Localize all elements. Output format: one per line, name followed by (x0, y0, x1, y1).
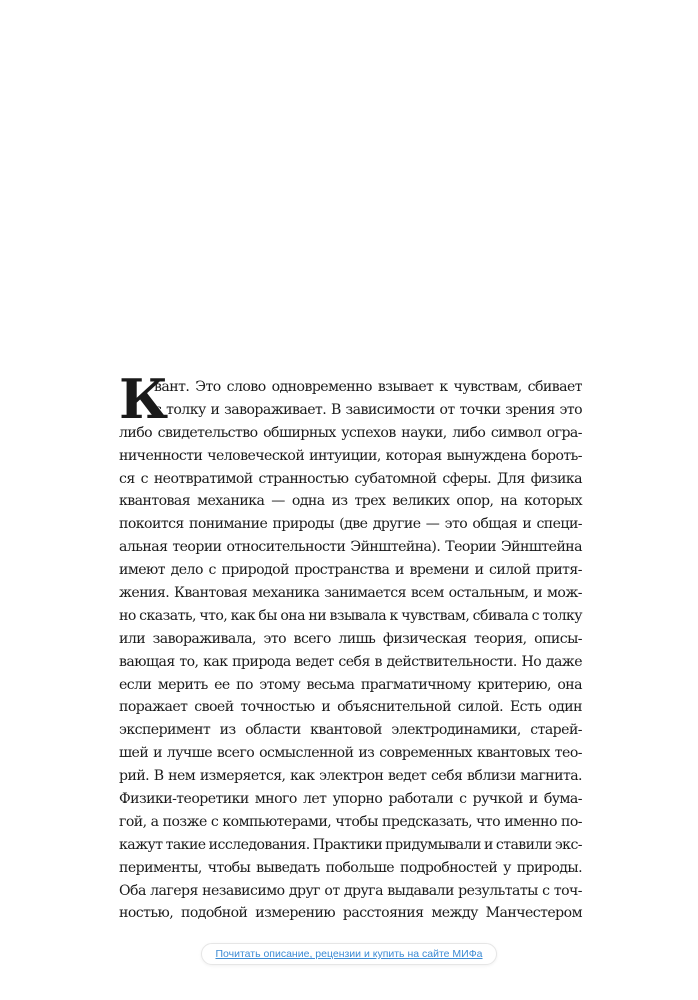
text-line: рий. В нем измеряется, как электрон ведет себя вблизи магнита. (119, 768, 582, 785)
text-line: с толку и завораживает. В зависимости от точки зрения это (154, 401, 582, 418)
text-line: кажут такие исследования. Практики придумывали и ставили экс- (119, 836, 582, 853)
text-line: ностью, подобной измерению расстояния между Манчестером (119, 905, 582, 922)
text-line: покоится понимание природы (две другие — это общая и специ- (119, 516, 582, 533)
text-line: гой, а позже с компьютерами, чтобы предсказать, что именно по- (119, 813, 582, 830)
text-line: Оба лагеря независимо друг от друга выдавали результаты с точ- (119, 882, 582, 899)
text-line: вант. Это слово одновременно взывает к чувствам, сбивает (154, 379, 582, 395)
text-line: альная теории относительности Эйнштейна). Теории Эйнштейна (119, 539, 582, 556)
text-line: ниченности человеческой интуиции, которая вынуждена бороть- (119, 447, 582, 464)
text-line: эксперимент из области квантовой электродинамики, старей- (119, 722, 582, 739)
text-line: жения. Квантовая механика занимается всем остальным, и мож- (119, 585, 582, 602)
text-line: поражает своей точностью и объяснительной силой. Есть один (119, 699, 582, 716)
text-line: перименты, чтобы выведать побольше подробностей у природы. (119, 859, 582, 876)
text-line: вающая то, как природа ведет себя в действительности. Но даже (119, 653, 582, 670)
drop-cap: К (119, 367, 169, 431)
text-line: либо свидетельство обширных успехов науки, либо символ огра- (119, 424, 582, 441)
text-line: если мерить ее по этому весьма прагматичному критерию, она (119, 676, 582, 693)
text-line: Физики-теоретики много лет упорно работали с ручкой и бума- (119, 791, 582, 808)
body-text (119, 367, 582, 925)
text-line: имеют дело с природой пространства и времени и силой притя- (119, 562, 582, 579)
text-line: ся с неотвратимой странностью субатомной сферы. Для физика (119, 470, 582, 487)
text-line: или завораживала, это всего лишь физическая теория, описы- (119, 630, 582, 647)
text-line: шей и лучше всего осмысленной из современных квантовых тео- (119, 745, 582, 762)
store-link-button[interactable]: Почитать описание, рецензии и купить на сайте МИФа (201, 943, 497, 965)
text-line: квантовая механика — одна из трех великих опор, на которых (119, 493, 582, 510)
text-line: но сказать, что, как бы она ни взывала к чувствам, сбивала с толку (119, 607, 582, 624)
